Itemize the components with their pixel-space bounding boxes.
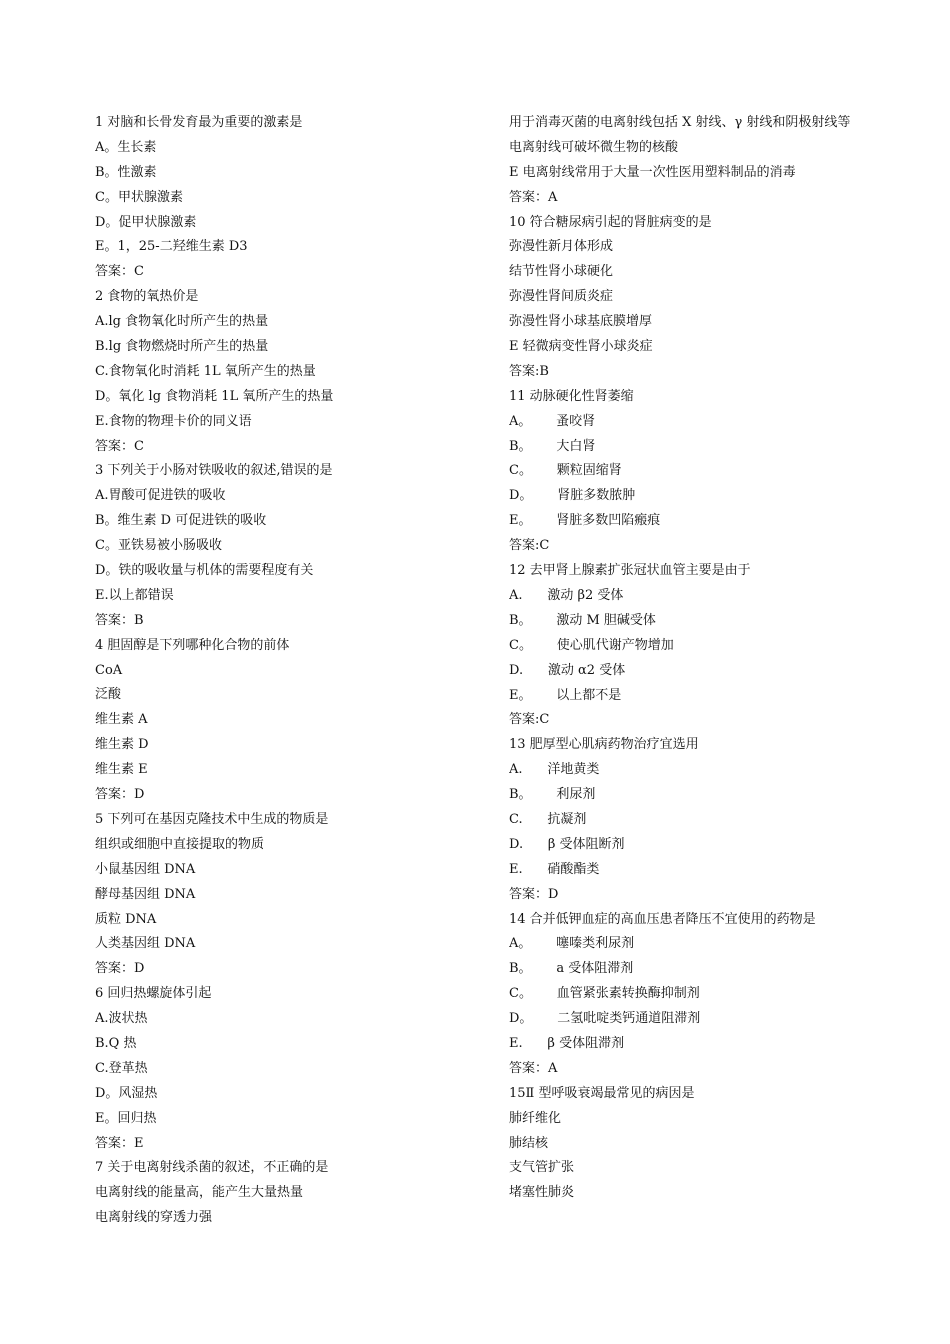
text-line: 答案：C	[95, 264, 144, 280]
text-line: B。 激动 M 胆碱受体	[509, 612, 656, 628]
text-line: 1 对脑和长骨发育最为重要的激素是	[95, 115, 303, 130]
text-line: D。 肾脏多数脓肿	[509, 488, 636, 504]
text-line: C.登革热	[95, 1060, 148, 1076]
text-line: A.lg 食物氧化时所产生的热量	[95, 314, 269, 330]
text-line: B。 大白肾	[509, 438, 596, 454]
text-line: 答案：D	[509, 886, 559, 902]
text-line: 2 食物的氧热价是	[95, 289, 199, 305]
text-line: 弥漫性肾间质炎症	[509, 289, 614, 305]
text-line: 用于消毒灭菌的电离射线包括 X 射线、γ 射线和阴极射线等	[509, 115, 851, 130]
text-line: A. 洋地黄类	[509, 762, 600, 778]
text-line: A。生长素	[95, 139, 157, 155]
text-line: A. 激动 β2 受体	[509, 587, 624, 603]
text-line: 弥漫性肾小球基底膜增厚	[509, 314, 653, 330]
right-column	[509, 111, 869, 1206]
text-line: 答案：A	[509, 189, 558, 205]
text-line: 答案:C	[509, 712, 550, 728]
text-line: 13 肥厚型心肌病药物治疗宜选用	[509, 737, 699, 753]
text-line: B。性激素	[95, 164, 157, 180]
text-line: C. 抗凝剂	[509, 811, 587, 827]
text-line: 答案：D	[95, 787, 145, 803]
text-line: E 电离射线常用于大量一次性医用塑料制品的消毒	[509, 164, 796, 180]
text-line: 15Ⅱ 型呼吸衰竭最常见的病因是	[509, 1085, 695, 1101]
text-line: A.胃酸可促进铁的吸收	[95, 488, 226, 504]
text-line: D。促甲状腺激素	[95, 214, 197, 230]
text-line: 答案:C	[509, 538, 550, 554]
text-line: D. 激动 α2 受体	[509, 662, 626, 678]
text-line: 维生素 D	[95, 737, 149, 753]
text-line: D. β 受体阻断剂	[509, 836, 625, 852]
text-line: E.以上都错误	[95, 587, 174, 603]
text-line: 肺纤维化	[509, 1110, 562, 1126]
text-line: B.Q 热	[95, 1035, 137, 1051]
text-line: 泛酸	[95, 687, 122, 703]
text-line: 4 胆固醇是下列哪种化合物的前体	[95, 637, 290, 653]
text-line: 14 合并低钾血症的高血压患者降压不宜使用的药物是	[509, 911, 816, 927]
text-line: 电离射线的能量高，能产生大量热量	[95, 1185, 304, 1201]
text-line: 维生素 E	[95, 762, 148, 778]
text-line: D。铁的吸收量与机体的需要程度有关	[95, 563, 314, 579]
text-line: B。维生素 D 可促进铁的吸收	[95, 513, 267, 529]
text-line: C。 使心肌代谢产物增加	[509, 637, 674, 653]
text-line: E. β 受体阻滞剂	[509, 1035, 625, 1051]
text-line: B.lg 食物燃烧时所产生的热量	[95, 339, 269, 355]
text-line: 6 回归热螺旋体引起	[95, 986, 212, 1002]
text-line: 组织或细胞中直接提取的物质	[95, 836, 265, 852]
text-line: E. 硝酸酯类	[509, 861, 600, 877]
text-line: E。回归热	[95, 1110, 157, 1126]
text-line: E。1，25-二羟维生素 D3	[95, 239, 248, 255]
text-line: 3 下列关于小肠对铁吸收的叙述,错误的是	[95, 463, 333, 479]
text-line: 酵母基因组 DNA	[95, 886, 196, 902]
text-line: D。风湿热	[95, 1085, 158, 1101]
text-line: 质粒 DNA	[95, 911, 157, 927]
text-line: C.食物氧化时消耗 1L 氧所产生的热量	[95, 363, 316, 379]
text-line: 12 去甲肾上腺素扩张冠状血管主要是由于	[509, 563, 751, 579]
text-line: 堵塞性肺炎	[509, 1185, 575, 1201]
text-line: 11 动脉硬化性肾萎缩	[509, 388, 634, 404]
text-line: C。甲状腺激素	[95, 189, 183, 205]
text-line: 答案：B	[95, 612, 144, 628]
text-line: 肺结核	[509, 1135, 549, 1151]
text-line: 10 符合糖尿病引起的肾脏病变的是	[509, 214, 712, 230]
text-line: 7 关于电离射线杀菌的叙述，不正确的是	[95, 1160, 329, 1176]
text-line: CoA	[95, 662, 123, 678]
text-line: E.食物的物理卡价的同义语	[95, 413, 252, 429]
text-line: D。 二氢吡啶类钙通道阻滞剂	[509, 1011, 701, 1027]
text-line: D。氧化 lg 食物消耗 1L 氧所产生的热量	[95, 388, 334, 404]
text-line: A.波状热	[95, 1011, 148, 1027]
text-line: E。 肾脏多数凹陷瘢痕	[509, 513, 661, 529]
text-line: 人类基因组 DNA	[95, 936, 196, 952]
left-column	[95, 111, 455, 1231]
text-line: 电离射线可破坏微生物的核酸	[509, 139, 679, 155]
text-line: 5 下列可在基因克隆技术中生成的物质是	[95, 811, 329, 827]
text-line: A。 蚤咬肾	[509, 413, 596, 429]
text-line: 答案：C	[95, 438, 144, 454]
text-line: A。 噻嗪类利尿剂	[509, 936, 635, 952]
text-line: C。 血管紧张素转换酶抑制剂	[509, 986, 700, 1002]
text-line: 答案：A	[509, 1060, 558, 1076]
text-line: 答案：E	[95, 1135, 144, 1151]
text-line: 答案:B	[509, 363, 549, 379]
text-line: C。 颗粒固缩肾	[509, 463, 622, 479]
text-line: 小鼠基因组 DNA	[95, 861, 196, 877]
text-line: E 轻微病变性肾小球炎症	[509, 339, 653, 355]
text-line: B。 a 受体阻滞剂	[509, 961, 634, 977]
text-line: 支气管扩张	[509, 1160, 575, 1176]
text-line: 结节性肾小球硬化	[509, 264, 614, 280]
text-line: E。 以上都不是	[509, 687, 622, 703]
text-line: C。亚铁易被小肠吸收	[95, 538, 222, 554]
text-line: 弥漫性新月体形成	[509, 239, 614, 255]
text-line: 答案：D	[95, 961, 145, 977]
text-line: 电离射线的穿透力强	[95, 1210, 213, 1226]
text-line: 维生素 A	[95, 712, 148, 728]
text-line: B。 利尿剂	[509, 787, 596, 803]
